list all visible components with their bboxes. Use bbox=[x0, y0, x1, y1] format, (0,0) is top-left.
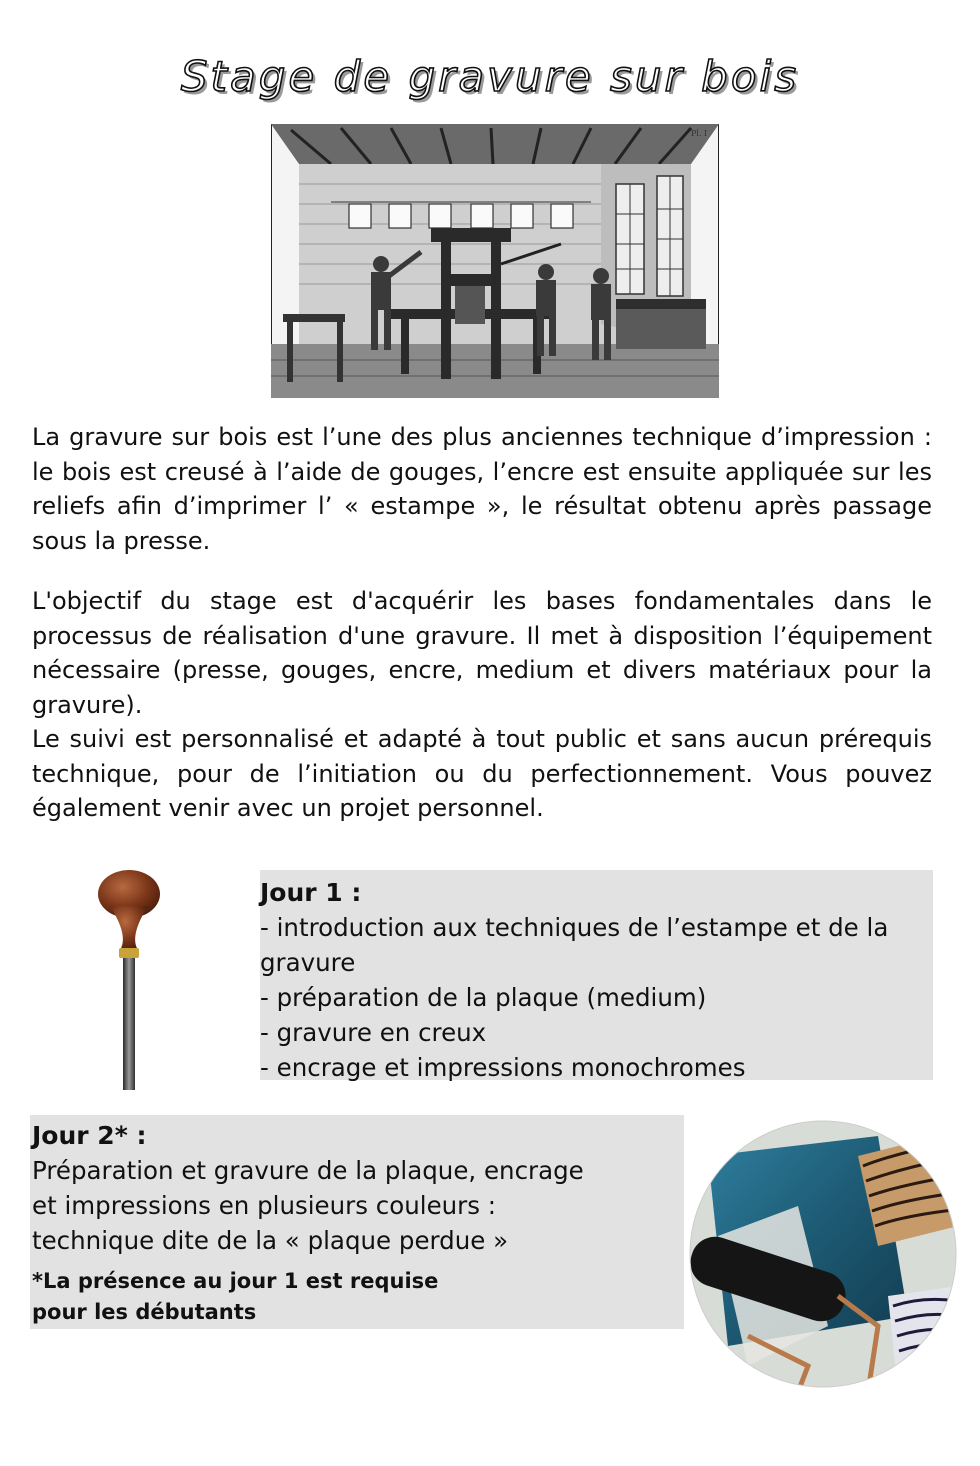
gouge-tool-image bbox=[94, 866, 164, 1092]
day2-requirement-note bbox=[32, 1266, 682, 1328]
intro-paragraph-2 bbox=[32, 584, 932, 826]
day2-line: Préparation et gravure de la plaque, encrage bbox=[32, 1156, 584, 1185]
page-title: Stage de gravure sur bois bbox=[180, 52, 800, 101]
day1-heading: Jour 1 : bbox=[260, 878, 362, 907]
note-line: pour les débutants bbox=[32, 1300, 257, 1324]
day1-item: - encrage et impressions monochromes bbox=[260, 1053, 746, 1082]
personalized-text: Le suivi est personnalisé et adapté à tout public et sans aucun prérequis technique, pour de l’initiation ou du perfectionnement. Vous pouvez également venir avec un projet personnel. bbox=[32, 725, 932, 822]
print-workshop-engraving bbox=[271, 124, 719, 398]
day1-box bbox=[260, 870, 933, 1080]
day2-heading: Jour 2* : bbox=[32, 1121, 147, 1150]
day1-item: - préparation de la plaque (medium) bbox=[260, 983, 707, 1012]
objective-text: L'objectif du stage est d'acquérir les bases fondamentales dans le processus de réalisation d'une gravure. Il met à disposition l’équipement nécessaire (presse, gouges, encre, medium et divers matériaux pour la gravure). bbox=[32, 587, 932, 719]
intro-paragraph-1: La gravure sur bois est l’une des plus anciennes technique d’impression : le bois est creusé à l’aide de gouges, l’encre est ensuite appliquée sur les reliefs afin d’imprimer l’ « estampe », le résultat obtenu après passage sous la presse. bbox=[32, 423, 932, 555]
engraving-plate-number: Pl. I bbox=[691, 129, 708, 138]
day1-item: - gravure en creux bbox=[260, 1018, 487, 1047]
day2-line: technique dite de la « plaque perdue » bbox=[32, 1226, 509, 1255]
note-line: *La présence au jour 1 est requise bbox=[32, 1269, 439, 1293]
day2-box bbox=[30, 1115, 684, 1329]
ink-roller-photo bbox=[688, 1116, 958, 1392]
day2-line: et impressions en plusieurs couleurs : bbox=[32, 1191, 497, 1220]
day1-item: - introduction aux techniques de l’estampe et de la gravure bbox=[260, 913, 889, 977]
